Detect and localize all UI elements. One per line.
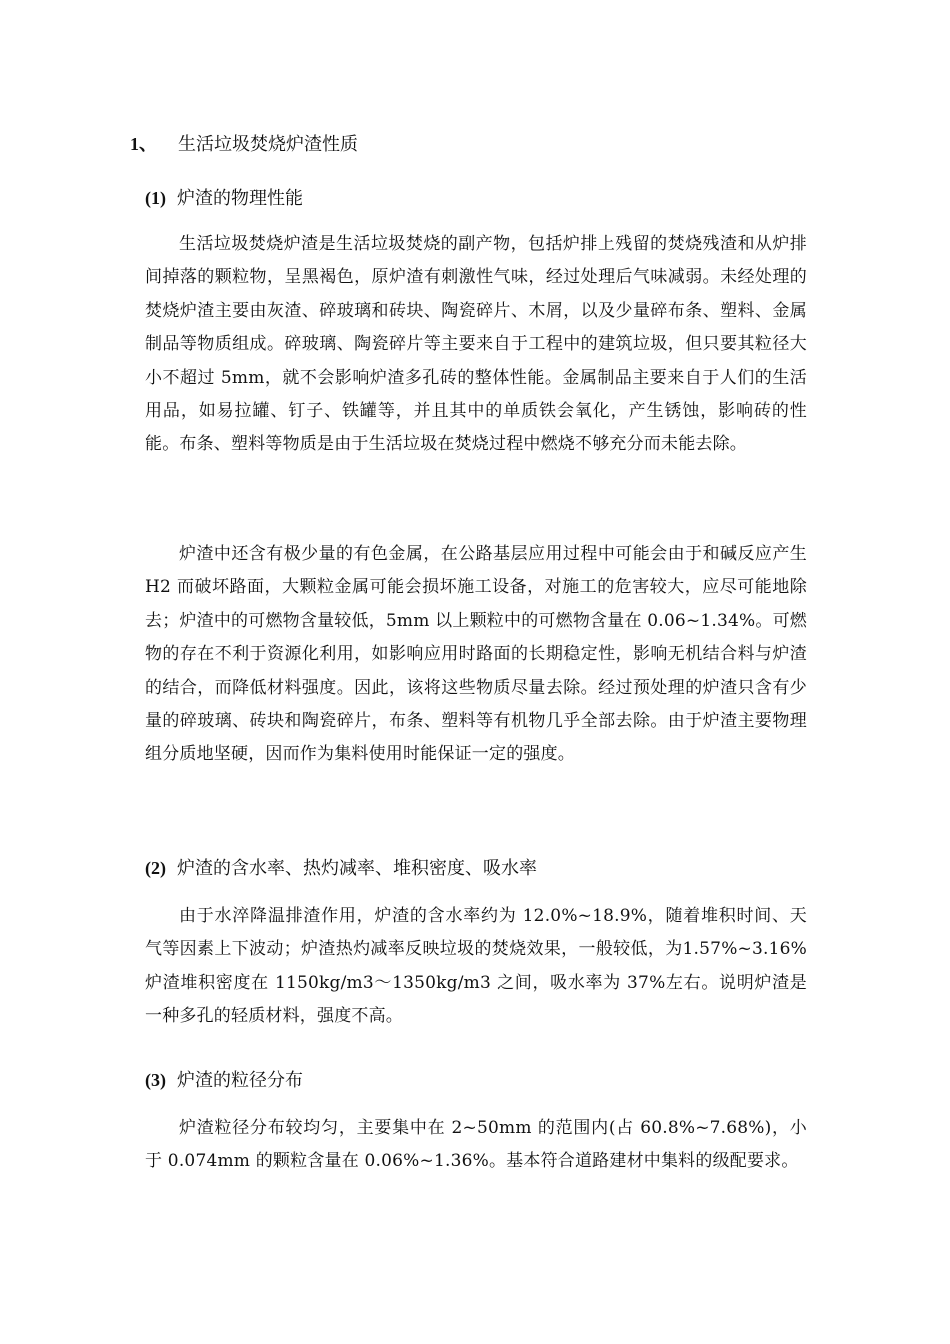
subsection-title: 炉渣的粒径分布 [177,1070,303,1091]
paragraph-particle-size: 炉渣粒径分布较均匀，主要集中在 2~50mm 的范围内(占 60.8%~7.68%)，小于 0.074mm 的颗粒含量在 0.06%~1.36%。基本符合道路建材中集料的级配要求。 [145,1118,807,1172]
subsection-number: (3) [145,1070,166,1090]
subsection-title: 炉渣的含水率、热灼减率、堆积密度、吸水率 [177,858,537,879]
subsection-number: (2) [145,858,166,878]
paragraph-metals-combustibles: 炉渣中还含有极少量的有色金属，在公路基层应用过程中可能会由于和碱反应产生 H2 而破坏路面，大颗粒金属可能会损坏施工设备，对施工的危害较大，应尽可能地除去；炉渣中的可燃物含量较低，5mm 以上颗粒中的可燃物含量在 0.06~1.34%。可燃物的存在不利于资源化利用，如影响应用时路面的长期稳定性，影响无机结合料与炉渣的结合，而降低材料强度。因此，该将这些物质尽量去除。经过预处理的炉渣只含有少量的碎玻璃、砖块和陶瓷碎片，布条、塑料等有机物几乎全部去除。由于炉渣主要物理组分质地坚硬，因而作为集料使用时能保证一定的强度。 [145,544,807,765]
paragraph-physical-properties: 生活垃圾焚烧炉渣是生活垃圾焚烧的副产物，包括炉排上残留的焚烧残渣和从炉排间掉落的颗粒物，呈黑褐色，原炉渣有刺激性气味，经过处理后气味减弱。未经处理的焚烧炉渣主要由灰渣、碎玻璃和砖块、陶瓷碎片、木屑，以及少量碎布条、塑料、金属制品等物质组成。碎玻璃、陶瓷碎片等主要来自于工程中的建筑垃圾，但只要其粒径大小不超过 5mm，就不会影响炉渣多孔砖的整体性能。金属制品主要来自于人们的生活用品，如易拉罐、钉子、铁罐等，并且其中的单质铁会氧化，产生锈蚀，影响砖的性能。布条、塑料等物质是由于生活垃圾在焚烧过程中燃烧不够充分而未能去除。 [145,234,807,455]
section-heading [130,134,358,155]
subsection-title: 炉渣的物理性能 [177,188,303,209]
paragraph-moisture-density: 由于水淬降温排渣作用，炉渣的含水率约为 12.0%~18.9%，随着堆积时间、天气等因素上下波动；炉渣热灼减率反映垃圾的焚烧效果，一般较低，为1.57%~3.16%炉渣堆积密度在 1150kg/m3～1350kg/m3 之间，吸水率为 37%左右。说明炉渣是一种多孔的轻质材料，强度不高。 [145,906,807,1027]
subsection-number: (1) [145,188,166,208]
section-number: 1、 [130,134,157,154]
section-title: 生活垃圾焚烧炉渣性质 [178,134,358,155]
subsection-heading-3 [145,1070,303,1091]
subsection-heading-1 [145,188,303,209]
subsection-heading-2 [145,858,537,879]
